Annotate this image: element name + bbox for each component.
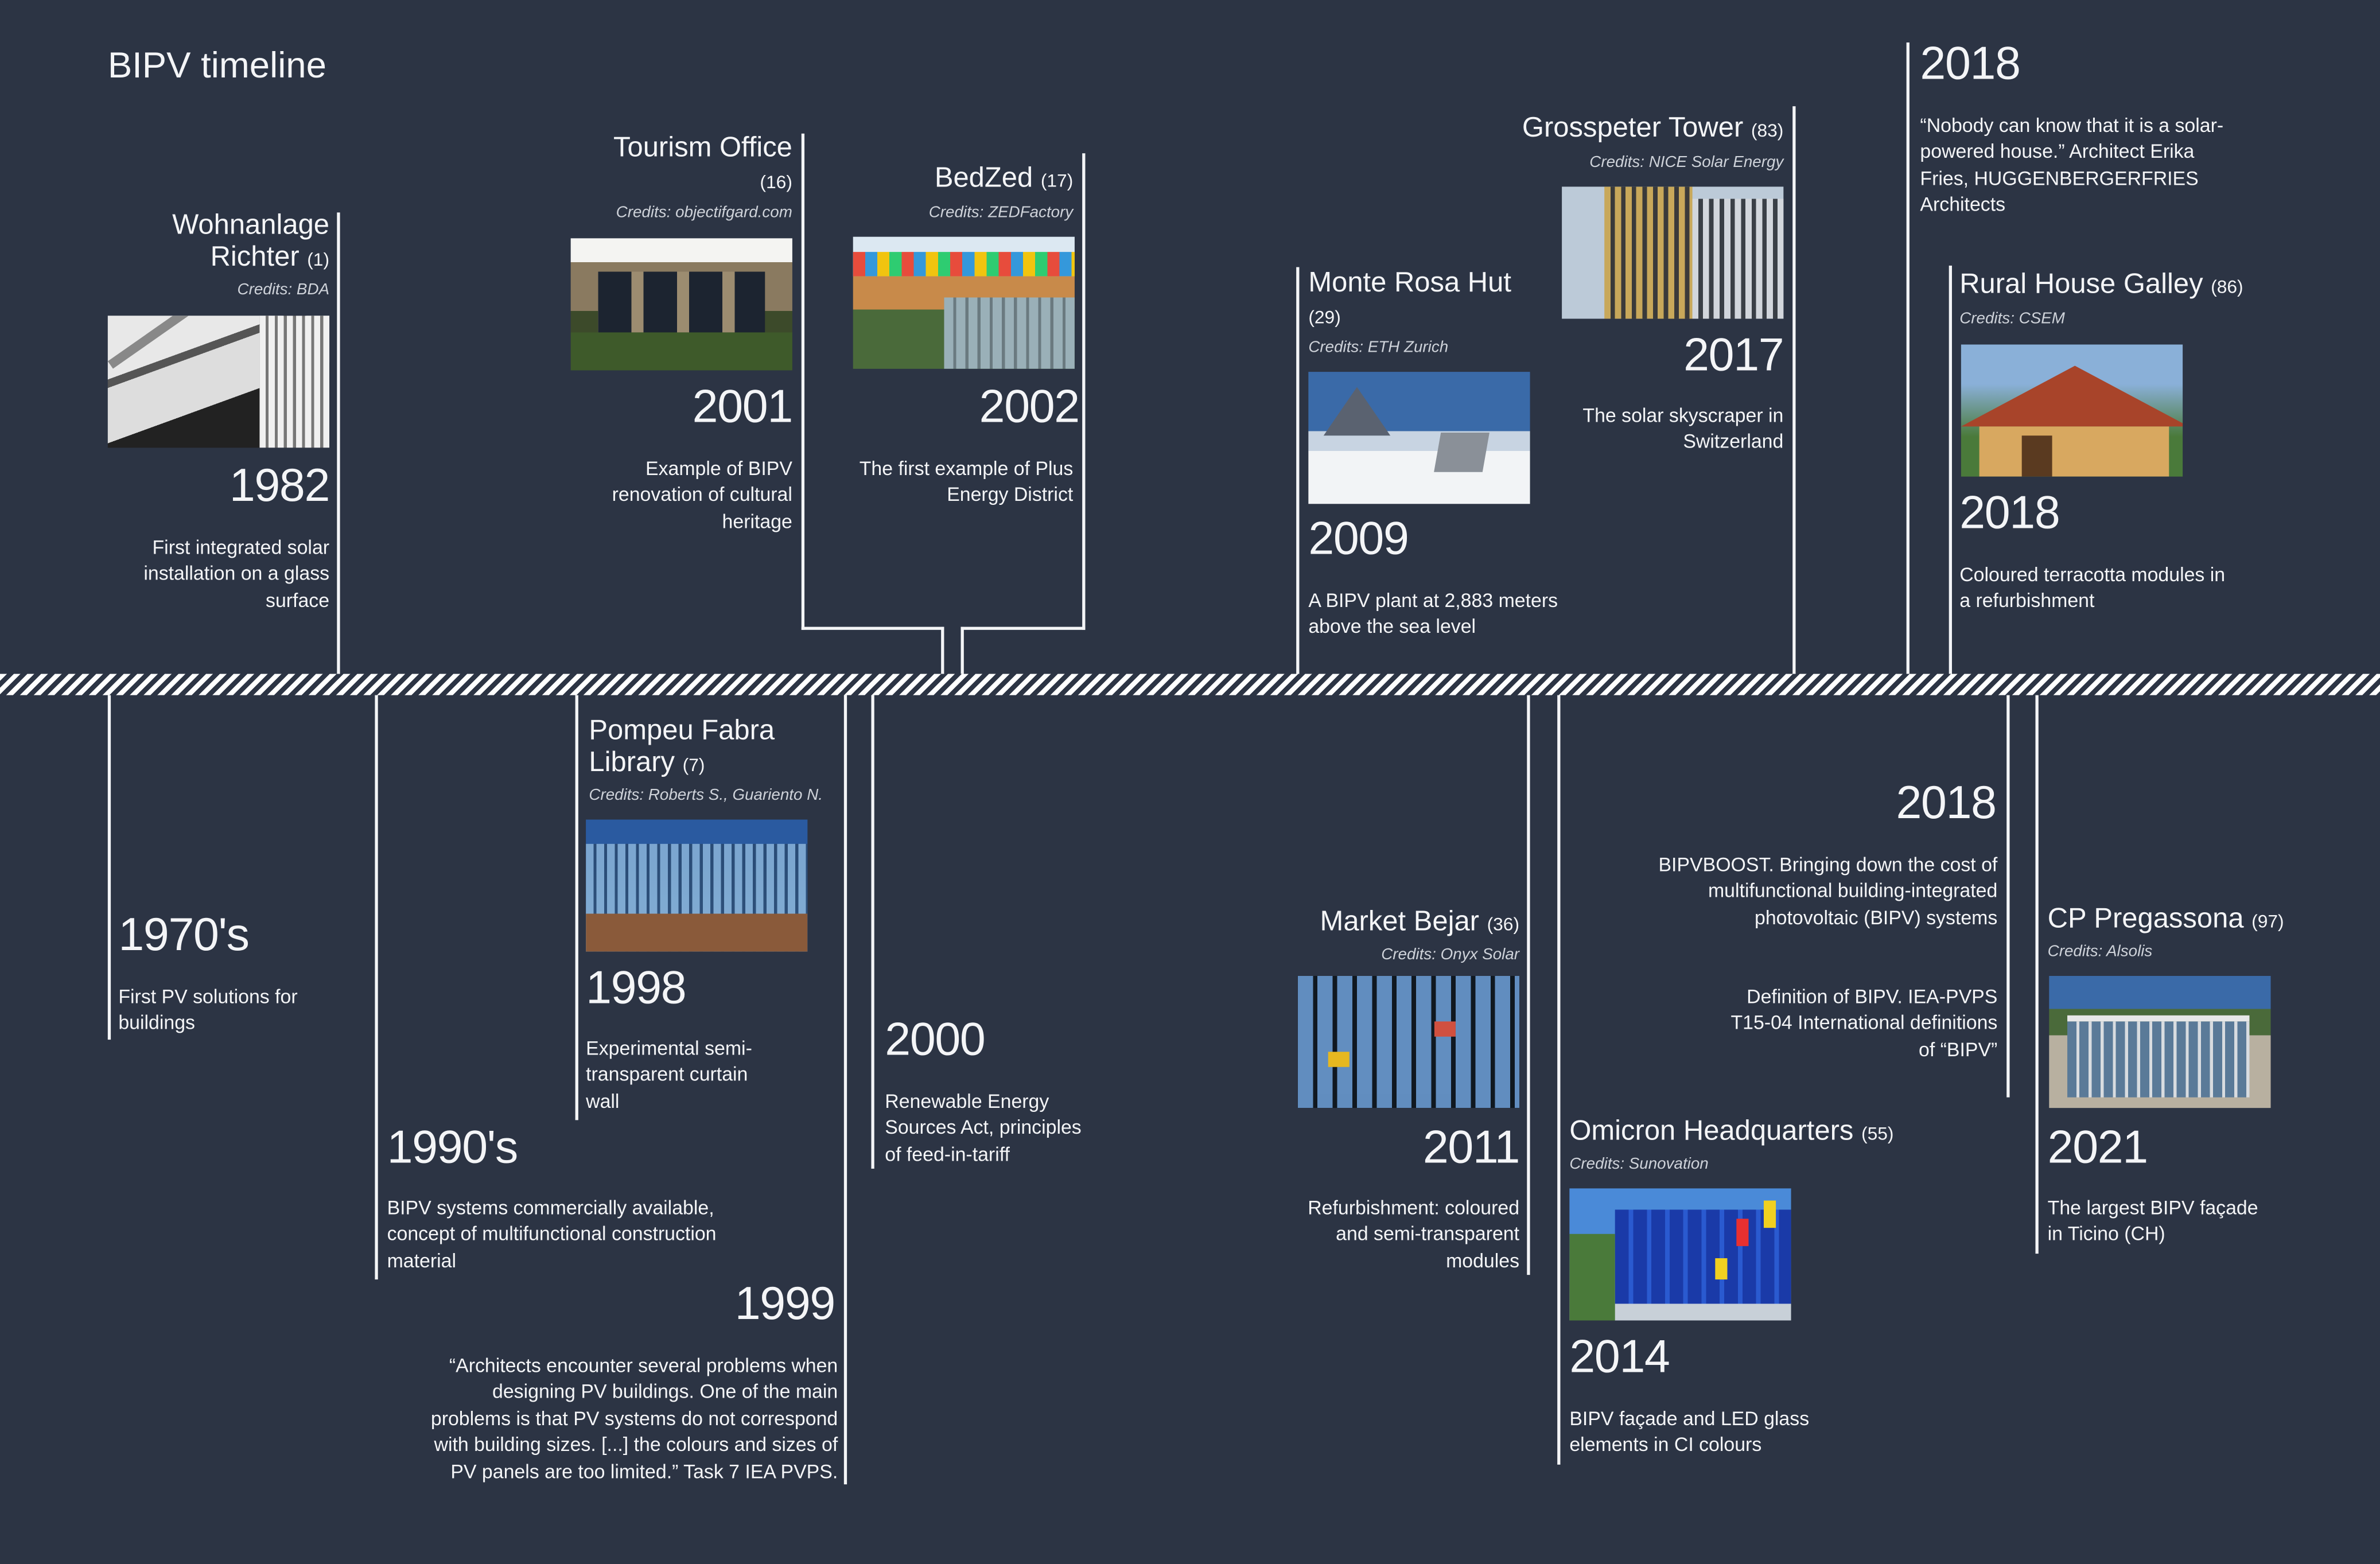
connector-line (1082, 153, 1085, 630)
event-description: Coloured terracotta modules in a refurbishment (1959, 563, 2226, 613)
photo-credits: Credits: Roberts S., Guariento N. (589, 786, 823, 805)
building-photo (108, 316, 329, 448)
event-year: 2002 (979, 380, 1079, 433)
building-photo (1308, 372, 1530, 504)
event-description: BIPV façade and LED glass elements in CI colours (1569, 1407, 1810, 1457)
connector-line (941, 627, 944, 674)
connector-line (1792, 106, 1795, 674)
bracket-line (961, 627, 1086, 630)
building-photo (1562, 186, 1783, 318)
event-year: 2017 (1683, 329, 1784, 381)
photo-credits: Credits: BDA (237, 281, 330, 299)
building-name: Grosspeter Tower (83) (1522, 111, 1784, 143)
event-description: First PV solutions for buildings (118, 985, 298, 1034)
photo-credits: Credits: objectifgard.com (616, 203, 792, 222)
photo-credits: Credits: Alsolis (2047, 942, 2153, 961)
building-photo (1569, 1188, 1791, 1320)
building-photo (2049, 976, 2270, 1108)
event-description: First integrated solar installation on a glass surface (143, 535, 330, 612)
photo-credits: Credits: NICE Solar Energy (1589, 153, 1784, 172)
building-name: Market Bejar (36) (1320, 904, 1520, 937)
event-description-secondary: Definition of BIPV. IEA-PVPS T15-04 International definitions of “BIPV” (1730, 985, 1998, 1061)
connector-line (802, 134, 804, 630)
event-description: Renewable Energy Sources Act, principles of feed-in-tariff (885, 1090, 1082, 1166)
page-title: BIPV timeline (107, 45, 326, 87)
building-name: Tourism Office (16) (613, 130, 792, 193)
event-year: 1998 (586, 962, 686, 1014)
event-description: “Nobody can know that it is a solar-powered house.” Architect Erika Fries, HUGGENBERGERFRIES Architects (1920, 114, 2224, 216)
connector-line (871, 695, 874, 1169)
event-year: 2018 (1920, 38, 2020, 90)
event-year: 2014 (1569, 1331, 1670, 1383)
event-description: The solar skyscraper in Switzerland (1582, 403, 1784, 453)
bracket-line (802, 627, 944, 630)
photo-credits: Credits: ZEDFactory (928, 203, 1074, 222)
building-name: BedZed (17) (934, 161, 1074, 193)
event-year: 2000 (885, 1014, 985, 1066)
building-photo (853, 237, 1075, 369)
event-description: BIPV systems commercially available, concept of multifunctional construction material (387, 1196, 717, 1272)
building-name: Pompeu Fabra Library (7) (589, 713, 775, 777)
event-year: 1999 (734, 1278, 835, 1330)
timeline-axis (0, 674, 2380, 695)
building-name: CP Pregassona (97) (2047, 901, 2284, 933)
photo-credits: Credits: CSEM (1959, 309, 2065, 328)
event-year: 1970's (118, 909, 249, 961)
event-year: 1990's (387, 1121, 518, 1173)
connector-line (337, 212, 340, 674)
event-description: BIPVBOOST. Bringing down the cost of multifunctional building-integrated photovoltaic (BIPV) systems (1658, 853, 1998, 929)
connector-line (575, 695, 578, 1121)
event-year: 2009 (1308, 513, 1409, 565)
connector-line (2035, 695, 2038, 1254)
event-year: 2018 (1959, 487, 2060, 539)
connector-line (1527, 695, 1530, 1275)
event-description: The largest BIPV façade in Ticino (CH) (2047, 1196, 2258, 1246)
event-year: 2018 (1896, 777, 1996, 829)
connector-line (1907, 42, 1910, 674)
building-photo (586, 820, 807, 952)
event-description: “Architects encounter several problems when designing PV buildings. One of the main problems is that PV systems do not correspond with building sizes. [...] the colours and sizes of PV panels are too limited.” Task 7 IEA PVPS. (430, 1353, 838, 1483)
building-photo (571, 238, 792, 370)
photo-credits: Credits: ETH Zurich (1308, 338, 1449, 357)
building-name: Rural House Galley (86) (1959, 267, 2243, 299)
connector-line (2006, 695, 2009, 1098)
connector-line (844, 695, 847, 1485)
event-description: Experimental semi-transparent curtain wall (586, 1036, 752, 1112)
building-name: Monte Rosa Hut (29) (1308, 265, 1511, 328)
connector-line (1949, 266, 1952, 674)
event-description: Example of BIPV renovation of cultural heritage (612, 457, 792, 533)
event-description: Refurbishment: coloured and semi-transparent modules (1308, 1196, 1520, 1272)
connector-line (375, 695, 378, 1279)
event-year: 2021 (2047, 1121, 2148, 1173)
photo-credits: Credits: Sunovation (1569, 1155, 1709, 1173)
building-photo (1961, 345, 2183, 477)
photo-credits: Credits: Onyx Solar (1381, 946, 1520, 964)
event-description: A BIPV plant at 2,883 meters above the sea level (1308, 589, 1558, 639)
building-name: Wohnanlage Richter (1) (172, 208, 330, 272)
event-year: 2001 (692, 380, 792, 433)
connector-line (1296, 267, 1299, 674)
connector-line (961, 627, 964, 674)
building-photo (1298, 976, 1519, 1108)
event-year: 1982 (229, 460, 330, 512)
building-name: Omicron Headquarters (55) (1569, 1114, 1894, 1146)
connector-line (1557, 695, 1560, 1465)
event-description: The first example of Plus Energy District (859, 457, 1074, 506)
connector-line (108, 695, 111, 1040)
event-year: 2011 (1422, 1121, 1520, 1173)
